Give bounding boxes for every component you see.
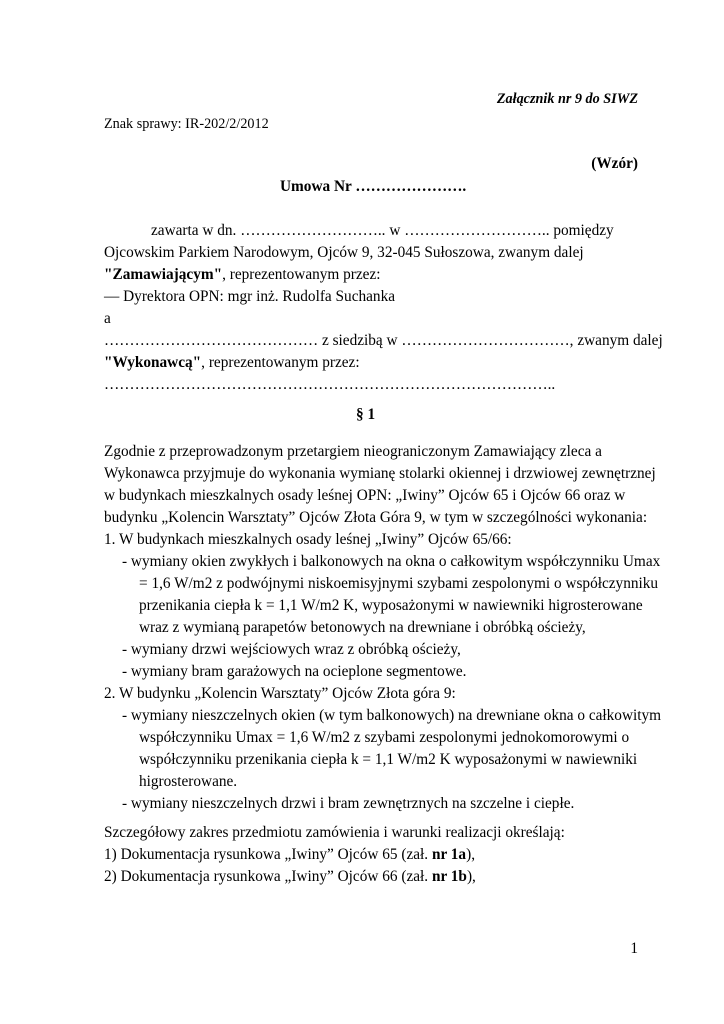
conjunction: a: [104, 310, 111, 327]
scope-heading: Szczegółowy zakres przedmiotu zamówienia i warunki realizacji określają:: [104, 824, 565, 841]
item-1-windows-line-1: - wymiany okien zwykłych i balkonowych na okna o całkowitym współczynniku Umax: [122, 553, 661, 570]
item-2-doors: - wymiany nieszczelnych drzwi i bram zewnętrznych na szczelne i ciepłe.: [122, 795, 575, 812]
section-heading: § 1: [356, 406, 376, 423]
attachment-item-1-ref: nr 1a: [431, 846, 467, 863]
attachment-item-1-suffix: ),: [466, 846, 476, 863]
ordering-party-rep: , reprezentowanym przez:: [222, 266, 381, 283]
item-2-heading: 2. W budynku „Kolencin Warsztaty” Ojców Złota góra 9:: [104, 685, 456, 702]
item-2-windows-line-4: higrosterowane.: [139, 773, 238, 790]
ordering-party-name-line: [104, 266, 381, 284]
attachment-item-1: [104, 846, 475, 864]
contractor-rep: , reprezentowanym przez:: [201, 354, 360, 371]
contractor-line: …………………………………… z siedzibą w ……………………………, zwanym dalej: [104, 332, 663, 349]
intro-line-1: Zgodnie z przeprowadzonym przetargiem nieograniczonym Zamawiający zleca a: [104, 443, 602, 460]
item-2-windows-line-3: współczynniku przenikania ciepła k = 1,1 W/m2 K wyposażonymi w nawiewniki: [139, 751, 638, 768]
item-1-heading: 1. W budynkach mieszkalnych osady leśnej „Iwiny” Ojców 65/66:: [104, 531, 512, 548]
ordering-party-name: "Zamawiającym": [104, 266, 223, 283]
item-1-doors: - wymiany drzwi wejściowych wraz z obróbką ościeży,: [122, 641, 461, 658]
page-number: 1: [630, 940, 638, 957]
attachment-label: Załącznik nr 9 do SIWZ: [496, 91, 638, 107]
intro-line-3: w budynkach mieszkalnych osady leśnej OPN: „Iwiny” Ojców 65 i Ojców 66 oraz w: [104, 487, 626, 504]
item-1-gates: - wymiany bram garażowych na ocieplone segmentowe.: [122, 663, 467, 680]
item-1-windows-line-2: = 1,6 W/m2 z podwójnymi niskoemisyjnymi szybami zespolonymi o współczynniku: [139, 575, 659, 592]
attachment-item-2-suffix: ),: [466, 868, 476, 885]
intro-line-2: Wykonawca przyjmuje do wykonania wymianę stolarki okiennej i drzwiowej zewnętrznej: [104, 465, 656, 482]
contract-date-line: zawarta w dn. ……………………….. w ……………………….. pomiędzy: [151, 222, 614, 239]
ordering-party-line: Ojcowskim Parkiem Narodowym, Ojców 9, 32-045 Sułoszowa, zwanym dalej: [104, 244, 584, 261]
contract-title: Umowa Nr ………………….: [280, 178, 467, 195]
attachment-item-1-prefix: 1) Dokumentacja rysunkowa „Iwiny” Ojców 65 (zał.: [104, 846, 432, 863]
contractor-rep-dots: ……………………………………………………………………………..: [104, 376, 556, 393]
attachment-item-2: [104, 868, 476, 886]
item-2-windows-line-1: - wymiany nieszczelnych okien (w tym balkonowych) na drewniane okna o całkowitym: [122, 707, 662, 724]
contractor-name: "Wykonawcą": [104, 354, 202, 371]
attachment-item-2-ref: nr 1b: [431, 868, 467, 885]
item-2-windows-line-2: współczynniku Umax = 1,6 W/m2 z szybami zespolonymi jednokomorowymi o: [139, 729, 630, 746]
case-number: Znak sprawy: IR-202/2/2012: [104, 116, 269, 132]
item-1-windows-line-4: wraz z wymianą parapetów betonowych na drewniane i obróbką ościeży,: [139, 619, 586, 636]
item-1-windows-line-3: przenikania ciepła k = 1,1 W/m2 K, wyposażonymi w nawiewniki higrosterowane: [139, 597, 643, 614]
director-line: — Dyrektora OPN: mgr inż. Rudolfa Suchanka: [104, 288, 396, 305]
contractor-name-line: [104, 354, 360, 372]
attachment-item-2-prefix: 2) Dokumentacja rysunkowa „Iwiny” Ojców 66 (zał.: [104, 868, 432, 885]
template-label: (Wzór): [591, 155, 638, 172]
intro-line-4: budynku „Kolencin Warsztaty” Ojców Złota Góra 9, w tym w szczególności wykonania:: [104, 509, 648, 526]
